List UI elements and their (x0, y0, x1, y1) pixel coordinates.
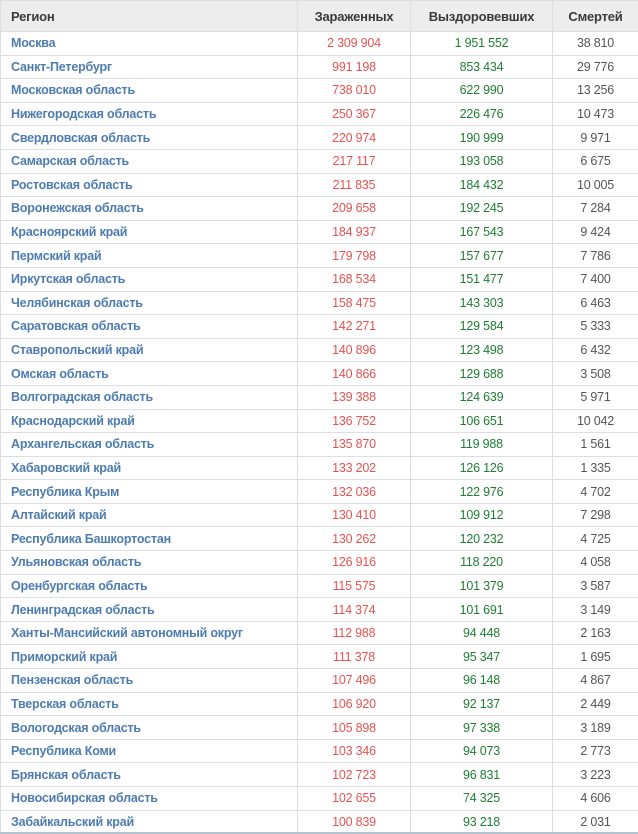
infected-value: 115 575 (298, 574, 411, 598)
table-row (1, 267, 638, 291)
region-cell (1, 291, 298, 315)
region-link[interactable]: Самарская область (11, 154, 130, 169)
recovered-value: 151 477 (411, 267, 553, 291)
infected-value: 250 367 (298, 102, 411, 126)
table-row (1, 480, 638, 504)
table-row (1, 716, 638, 740)
deaths-value: 13 256 (553, 79, 638, 103)
table-row (1, 197, 638, 221)
region-cell (1, 409, 298, 433)
deaths-value: 7 786 (553, 244, 638, 268)
recovered-value: 94 073 (411, 739, 553, 763)
region-cell (1, 197, 298, 221)
recovered-value: 97 338 (411, 716, 553, 740)
region-link[interactable]: Санкт-Петербург (11, 59, 112, 74)
table-row (1, 692, 638, 716)
recovered-value: 96 148 (411, 669, 553, 693)
region-link[interactable]: Ханты-Мансийский автономный округ (11, 626, 243, 641)
region-link[interactable]: Свердловская область (11, 130, 151, 145)
deaths-value: 9 971 (553, 126, 638, 150)
infected-value: 111 378 (298, 645, 411, 669)
table-row (1, 32, 638, 56)
recovered-value: 167 543 (411, 220, 553, 244)
infected-value: 106 920 (298, 692, 411, 716)
deaths-value: 4 702 (553, 480, 638, 504)
region-cell (1, 810, 298, 834)
region-link[interactable]: Челябинская область (11, 295, 143, 310)
region-cell (1, 692, 298, 716)
region-cell (1, 763, 298, 787)
region-cell (1, 480, 298, 504)
region-link[interactable]: Забайкальский край (11, 814, 134, 829)
region-link[interactable]: Оренбургская область (11, 578, 148, 593)
deaths-value: 10 473 (553, 102, 638, 126)
region-cell (1, 527, 298, 551)
deaths-value: 1 335 (553, 456, 638, 480)
recovered-value: 129 688 (411, 362, 553, 386)
table-row (1, 669, 638, 693)
region-cell (1, 385, 298, 409)
region-cell (1, 126, 298, 150)
deaths-value: 1 695 (553, 645, 638, 669)
table-row (1, 385, 638, 409)
region-link[interactable]: Ростовская область (11, 177, 133, 192)
region-cell (1, 456, 298, 480)
recovered-value: 129 584 (411, 315, 553, 339)
region-link[interactable]: Брянская область (11, 767, 121, 782)
infected-value: 100 839 (298, 810, 411, 834)
recovered-value: 95 347 (411, 645, 553, 669)
table-row (1, 598, 638, 622)
column-header-region: Регион (1, 1, 298, 32)
region-cell (1, 32, 298, 56)
region-cell (1, 787, 298, 811)
recovered-value: 122 976 (411, 480, 553, 504)
region-link[interactable]: Пензенская область (11, 673, 134, 688)
table-row (1, 621, 638, 645)
recovered-value: 1 951 552 (411, 32, 553, 56)
infected-value: 168 534 (298, 267, 411, 291)
region-link[interactable]: Новосибирская область (11, 791, 158, 806)
region-cell (1, 503, 298, 527)
region-cell (1, 149, 298, 173)
region-cell (1, 267, 298, 291)
table-header-row (1, 1, 638, 32)
recovered-value: 193 058 (411, 149, 553, 173)
infected-value: 991 198 (298, 55, 411, 79)
region-cell (1, 362, 298, 386)
region-link[interactable]: Республика Башкортостан (11, 531, 171, 546)
deaths-value: 6 463 (553, 291, 638, 315)
region-link[interactable]: Ульяновская область (11, 555, 142, 570)
region-link[interactable]: Республика Коми (11, 744, 117, 759)
table-row (1, 763, 638, 787)
recovered-value: 118 220 (411, 551, 553, 575)
table-row (1, 79, 638, 103)
recovered-value: 109 912 (411, 503, 553, 527)
region-link[interactable]: Приморский край (11, 649, 118, 664)
region-link[interactable]: Пермский край (11, 248, 102, 263)
infected-value: 126 916 (298, 551, 411, 575)
region-cell (1, 173, 298, 197)
table-row (1, 338, 638, 362)
deaths-value: 7 284 (553, 197, 638, 221)
infected-value: 133 202 (298, 456, 411, 480)
recovered-value: 157 677 (411, 244, 553, 268)
region-link[interactable]: Ленинградская область (11, 602, 155, 617)
infected-value: 105 898 (298, 716, 411, 740)
region-cell (1, 315, 298, 339)
region-link[interactable]: Алтайский край (11, 508, 107, 523)
table-row (1, 315, 638, 339)
table-body (1, 32, 638, 834)
region-link[interactable]: Тверская область (11, 696, 119, 711)
deaths-value: 5 333 (553, 315, 638, 339)
table-row (1, 149, 638, 173)
recovered-value: 119 988 (411, 433, 553, 457)
deaths-value: 4 606 (553, 787, 638, 811)
region-cell (1, 79, 298, 103)
region-cell (1, 574, 298, 598)
deaths-value: 7 298 (553, 503, 638, 527)
recovered-value: 192 245 (411, 197, 553, 221)
recovered-value: 226 476 (411, 102, 553, 126)
infected-value: 738 010 (298, 79, 411, 103)
recovered-value: 190 999 (411, 126, 553, 150)
table-row (1, 55, 638, 79)
deaths-value: 4 725 (553, 527, 638, 551)
table-row (1, 810, 638, 834)
region-cell (1, 433, 298, 457)
table-row (1, 244, 638, 268)
infected-value: 130 410 (298, 503, 411, 527)
table-row (1, 433, 638, 457)
recovered-value: 74 325 (411, 787, 553, 811)
region-cell (1, 338, 298, 362)
infected-value: 139 388 (298, 385, 411, 409)
infected-value: 184 937 (298, 220, 411, 244)
region-cell (1, 739, 298, 763)
infected-value: 179 798 (298, 244, 411, 268)
recovered-value: 123 498 (411, 338, 553, 362)
region-link[interactable]: Красноярский край (11, 225, 128, 240)
infected-value: 209 658 (298, 197, 411, 221)
infected-value: 140 866 (298, 362, 411, 386)
infected-value: 102 723 (298, 763, 411, 787)
deaths-value: 6 432 (553, 338, 638, 362)
region-cell (1, 551, 298, 575)
recovered-value: 184 432 (411, 173, 553, 197)
deaths-value: 3 149 (553, 598, 638, 622)
region-link[interactable]: Воронежская область (11, 201, 144, 216)
region-link[interactable]: Краснодарский край (11, 413, 135, 428)
table-row (1, 787, 638, 811)
table-row (1, 645, 638, 669)
region-cell (1, 220, 298, 244)
deaths-value: 5 971 (553, 385, 638, 409)
recovered-value: 106 651 (411, 409, 553, 433)
recovered-value: 94 448 (411, 621, 553, 645)
recovered-value: 92 137 (411, 692, 553, 716)
recovered-value: 853 434 (411, 55, 553, 79)
deaths-value: 1 561 (553, 433, 638, 457)
recovered-value: 101 691 (411, 598, 553, 622)
region-link[interactable]: Волгоградская область (11, 390, 153, 405)
recovered-value: 124 639 (411, 385, 553, 409)
column-header-deaths: Смертей (553, 1, 638, 32)
region-link[interactable]: Архангельская область (11, 437, 155, 452)
region-cell (1, 598, 298, 622)
table-row (1, 102, 638, 126)
infected-value: 142 271 (298, 315, 411, 339)
region-cell (1, 669, 298, 693)
deaths-value: 10 005 (553, 173, 638, 197)
deaths-value: 3 508 (553, 362, 638, 386)
table-row (1, 291, 638, 315)
infected-value: 158 475 (298, 291, 411, 315)
region-link[interactable]: Иркутская область (11, 272, 126, 287)
infected-value: 103 346 (298, 739, 411, 763)
table-row (1, 409, 638, 433)
region-link[interactable]: Республика Крым (11, 484, 120, 499)
table-row (1, 220, 638, 244)
deaths-value: 2 449 (553, 692, 638, 716)
infected-value: 107 496 (298, 669, 411, 693)
infected-value: 130 262 (298, 527, 411, 551)
infected-value: 114 374 (298, 598, 411, 622)
table-row (1, 456, 638, 480)
region-cell (1, 716, 298, 740)
infected-value: 140 896 (298, 338, 411, 362)
infected-value: 112 988 (298, 621, 411, 645)
table-row (1, 739, 638, 763)
infected-value: 132 036 (298, 480, 411, 504)
column-header-recovered: Выздоровевших (411, 1, 553, 32)
recovered-value: 120 232 (411, 527, 553, 551)
deaths-value: 29 776 (553, 55, 638, 79)
region-cell (1, 621, 298, 645)
recovered-value: 96 831 (411, 763, 553, 787)
table-row (1, 551, 638, 575)
deaths-value: 2 773 (553, 739, 638, 763)
region-cell (1, 244, 298, 268)
infected-value: 136 752 (298, 409, 411, 433)
deaths-value: 4 867 (553, 669, 638, 693)
region-link[interactable]: Ставропольский край (11, 343, 144, 358)
deaths-value: 7 400 (553, 267, 638, 291)
deaths-value: 10 042 (553, 409, 638, 433)
region-cell (1, 102, 298, 126)
deaths-value: 6 675 (553, 149, 638, 173)
region-link[interactable]: Московская область (11, 83, 135, 98)
table-row (1, 126, 638, 150)
region-link[interactable]: Вологодская область (11, 720, 141, 735)
recovered-value: 126 126 (411, 456, 553, 480)
infected-value: 220 974 (298, 126, 411, 150)
deaths-value: 3 223 (553, 763, 638, 787)
deaths-value: 2 163 (553, 621, 638, 645)
infected-value: 217 117 (298, 149, 411, 173)
table-row (1, 527, 638, 551)
deaths-value: 2 031 (553, 810, 638, 834)
recovered-value: 93 218 (411, 810, 553, 834)
column-header-infected: Зараженных (298, 1, 411, 32)
infected-value: 211 835 (298, 173, 411, 197)
recovered-value: 101 379 (411, 574, 553, 598)
deaths-value: 9 424 (553, 220, 638, 244)
deaths-value: 4 058 (553, 551, 638, 575)
deaths-value: 3 189 (553, 716, 638, 740)
region-link[interactable]: Хабаровский край (11, 460, 121, 475)
table-row (1, 503, 638, 527)
infected-value: 135 870 (298, 433, 411, 457)
region-link[interactable]: Москва (11, 36, 56, 51)
infected-value: 2 309 904 (298, 32, 411, 56)
region-link[interactable]: Нижегородская область (11, 107, 157, 122)
region-link[interactable]: Омская область (11, 366, 109, 381)
table-row (1, 173, 638, 197)
table-row (1, 574, 638, 598)
table-row (1, 362, 638, 386)
infected-value: 102 655 (298, 787, 411, 811)
region-cell (1, 645, 298, 669)
deaths-value: 38 810 (553, 32, 638, 56)
deaths-value: 3 587 (553, 574, 638, 598)
recovered-value: 622 990 (411, 79, 553, 103)
region-cell (1, 55, 298, 79)
recovered-value: 143 303 (411, 291, 553, 315)
region-link[interactable]: Саратовская область (11, 319, 141, 334)
